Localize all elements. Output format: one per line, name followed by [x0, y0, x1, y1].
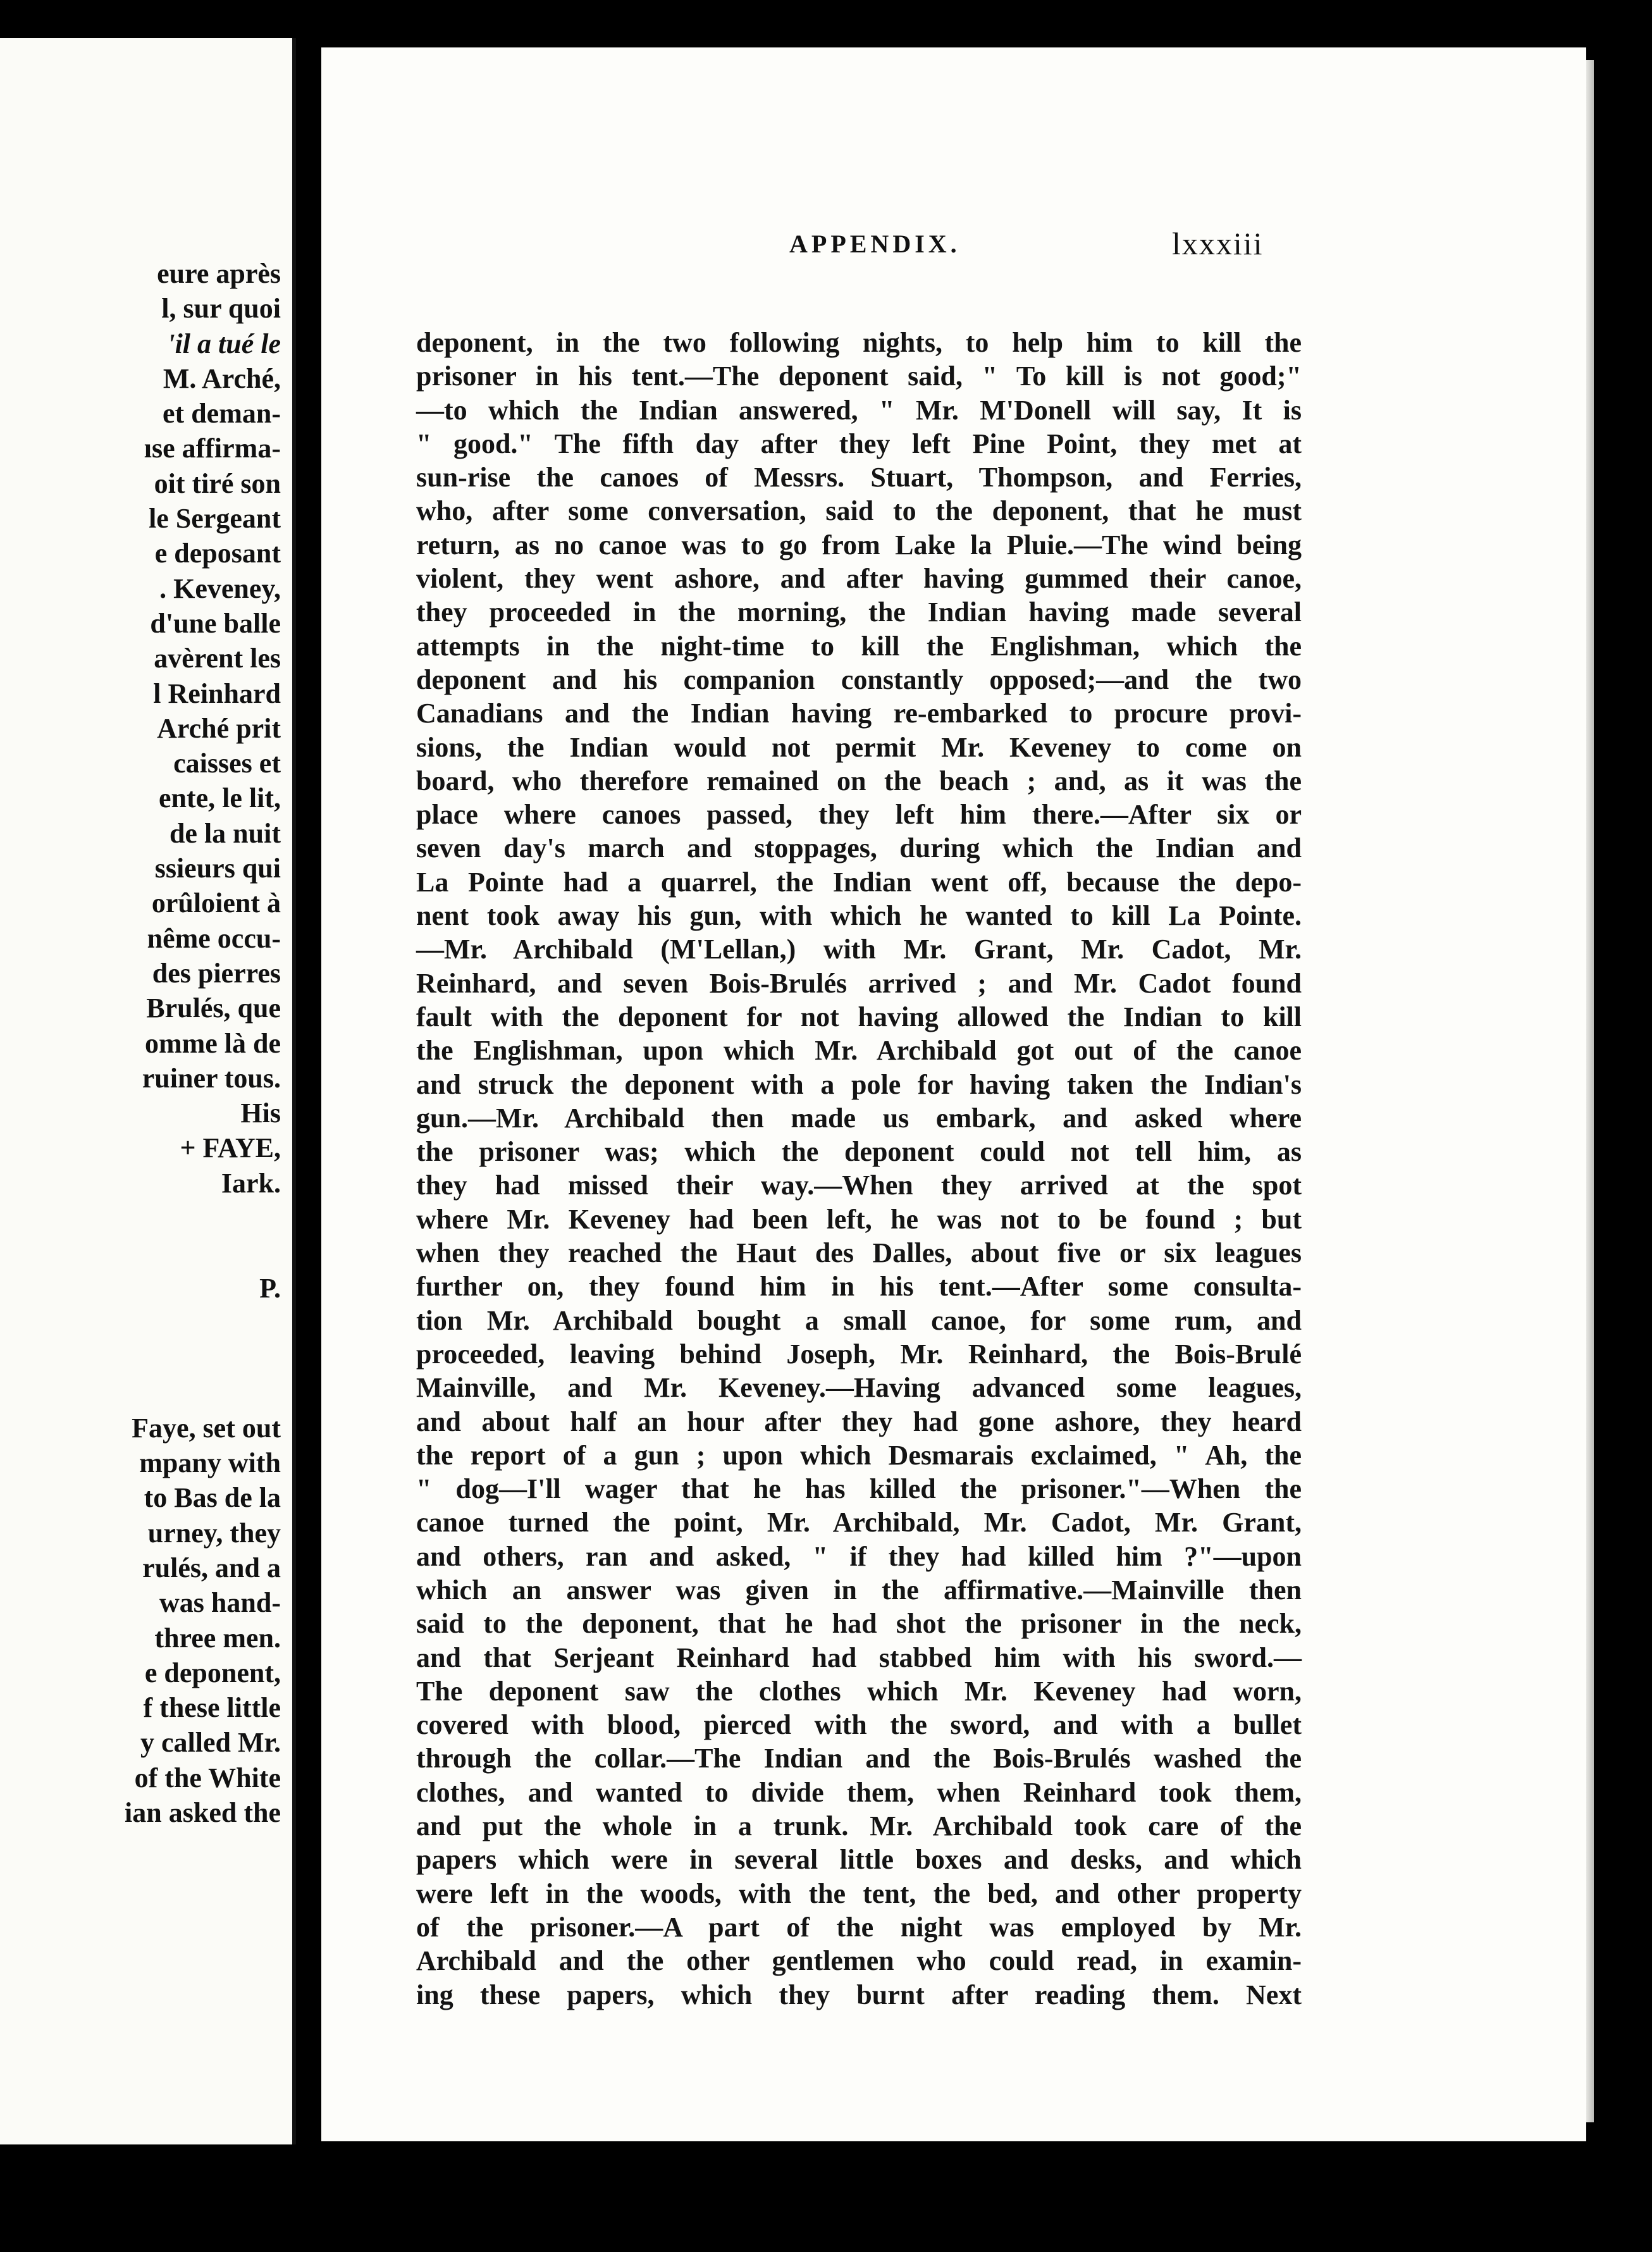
- left-text-line: Brulés, que: [146, 993, 281, 1024]
- body-text-line: further on, they found him in his tent.—After some consulta-: [416, 1271, 1302, 1302]
- body-text-line: seven day's march and stoppages, during which the Indian and: [416, 832, 1302, 864]
- body-text-line: and put the whole in a trunk. Mr. Archibald took care of the: [416, 1810, 1302, 1842]
- body-text-line: place where canoes passed, they left him there.—After six or: [416, 799, 1302, 831]
- left-text-line: avèrent les: [154, 643, 281, 674]
- body-text-line: proceeded, leaving behind Joseph, Mr. Reinhard, the Bois-Brulé: [416, 1338, 1302, 1370]
- body-text-line: " dog—I'll wager that he has killed the prisoner."—When the: [416, 1473, 1302, 1505]
- left-text-line: l, sur quoi: [161, 293, 281, 325]
- body-text-line: —to which the Indian answered, " Mr. M'Donell will say, It is: [416, 394, 1302, 426]
- body-text-line: tion Mr. Archibald bought a small canoe, for some rum, and: [416, 1304, 1302, 1336]
- left-text-line: oit tiré son: [154, 467, 281, 499]
- body-text-line: who, after some conversation, said to the deponent, that he must: [416, 495, 1302, 527]
- body-text-line: violent, they went ashore, and after having gummed their canoe,: [416, 563, 1302, 595]
- body-text-line: Mainville, and Mr. Keveney.—Having advanced some leagues,: [416, 1372, 1302, 1404]
- left-text-line: caisses et: [173, 748, 281, 779]
- left-text-line: [0, 1235, 281, 1270]
- left-text-line: + FAYE,: [180, 1132, 281, 1164]
- body-text-line: the prisoner was; which the deponent could not tell him, as: [416, 1136, 1302, 1168]
- running-head: APPENDIX.: [789, 230, 961, 258]
- left-text-line: [0, 1340, 281, 1375]
- left-text-line: mpany with: [139, 1447, 281, 1479]
- left-text-line: His: [240, 1098, 281, 1129]
- left-text-line: omme là de: [144, 1027, 281, 1059]
- body-text-line: said to the deponent, that he had shot the prisoner in the neck,: [416, 1608, 1302, 1640]
- left-text-line: three men.: [154, 1622, 281, 1654]
- body-text-line: —Mr. Archibald (M'Lellan,) with Mr. Grant, Mr. Cadot, Mr.: [416, 934, 1302, 965]
- body-text-line: ing these papers, which they burnt after reading them. Next: [416, 1979, 1302, 2010]
- body-text-line: they had missed their way.—When they arrived at the spot: [416, 1170, 1302, 1201]
- body-text-line: canoe turned the point, Mr. Archibald, Mr. Cadot, Mr. Grant,: [416, 1507, 1302, 1538]
- body-text-line: fault with the deponent for not having allowed the Indian to kill: [416, 1001, 1302, 1032]
- body-text-line: " good." The fifth day after they left Pine Point, they met at: [416, 428, 1302, 459]
- body-text-line: board, who therefore remained on the beach ; and, as it was the: [416, 765, 1302, 796]
- left-text-line: nême occu-: [147, 922, 281, 954]
- left-text-line: y called Mr.: [140, 1727, 281, 1759]
- body-text-line: through the collar.—The Indian and the Bois-Brulés washed the: [416, 1743, 1302, 1774]
- body-text-line: deponent, in the two following nights, to help him to kill the: [416, 327, 1302, 358]
- left-text-line: urney, they: [147, 1517, 281, 1549]
- body-text-line: were left in the woods, with the tent, the bed, and other property: [416, 1878, 1302, 1909]
- body-text-line: sun-rise the canoes of Messrs. Stuart, Thompson, and Ferries,: [416, 462, 1302, 493]
- left-text-line: 'il a tué le: [167, 328, 281, 359]
- left-text-line: Faye, set out: [132, 1412, 281, 1444]
- body-text-line: The deponent saw the clothes which Mr. Keveney had worn,: [416, 1675, 1302, 1707]
- left-text-line: rulés, and a: [142, 1552, 281, 1583]
- left-text-line: f these little: [143, 1692, 281, 1724]
- page-header: [321, 226, 1586, 273]
- left-text-line: . Keveney,: [159, 572, 281, 604]
- left-text-line: M. Arché,: [163, 362, 281, 394]
- left-text-line: P.: [259, 1272, 281, 1304]
- left-text-line: Iark.: [221, 1167, 281, 1199]
- body-text-line: attempts in the night-time to kill the Englishman, which the: [416, 630, 1302, 662]
- body-text-line: prisoner in his tent.—The deponent said, " To kill is not good;": [416, 361, 1302, 392]
- left-text-line: eure après: [157, 258, 281, 289]
- left-text-line: le Sergeant: [149, 503, 281, 535]
- body-text-line: the Englishman, upon which Mr. Archibald got out of the canoe: [416, 1035, 1302, 1067]
- left-text-line: d'une balle: [150, 607, 281, 639]
- body-text-line: La Pointe had a quarrel, the Indian went off, because the depo-: [416, 866, 1302, 898]
- body-text-line: gun.—Mr. Archibald then made us embark, and asked where: [416, 1102, 1302, 1134]
- left-text-line: was hand-: [159, 1587, 281, 1619]
- body-text-line: they proceeded in the morning, the Indian having made several: [416, 597, 1302, 628]
- body-text-line: Reinhard, and seven Bois-Brulés arrived ; and Mr. Cadot found: [416, 967, 1302, 999]
- left-text-line: [0, 1376, 281, 1411]
- left-text-line: of the White: [134, 1762, 281, 1793]
- left-text-line: l Reinhard: [153, 677, 281, 709]
- left-text-line: de la nuit: [169, 817, 281, 849]
- left-text-line: [0, 1201, 281, 1235]
- body-text: [416, 326, 1302, 2012]
- left-text-line: e deposant: [154, 538, 281, 569]
- body-text-line: and struck the deponent with a pole for having taken the Indian's: [416, 1068, 1302, 1100]
- left-text-line: des pierres: [152, 957, 281, 989]
- body-text-line: the report of a gun ; upon which Desmarais exclaimed, " Ah, the: [416, 1439, 1302, 1471]
- body-text-line: covered with blood, pierced with the sword, and with a bullet: [416, 1709, 1302, 1741]
- body-text-line: which an answer was given in the affirmative.—Mainville then: [416, 1574, 1302, 1605]
- left-text-line: ian asked the: [125, 1797, 281, 1829]
- body-text-line: return, as no canoe was to go from Lake la Pluie.—The wind being: [416, 529, 1302, 560]
- right-page: [321, 47, 1586, 2141]
- body-text-line: Canadians and the Indian having re-embarked to procure provi-: [416, 698, 1302, 729]
- left-text-line: ssieurs qui: [154, 853, 281, 884]
- left-text-line: [0, 1306, 281, 1340]
- body-text-line: when they reached the Haut des Dalles, about five or six leagues: [416, 1237, 1302, 1269]
- left-text-line: ente, le lit,: [158, 783, 281, 814]
- left-text-line: to Bas de la: [144, 1482, 281, 1514]
- body-text-line: and that Serjeant Reinhard had stabbed him with his sword.—: [416, 1642, 1302, 1673]
- left-text-line: orûloient à: [151, 888, 281, 919]
- left-text-line: ruiner tous.: [142, 1062, 281, 1094]
- left-page-text: [0, 256, 281, 1830]
- body-text-line: papers which were in several little boxes and desks, and which: [416, 1844, 1302, 1876]
- left-text-line: e deponent,: [144, 1657, 281, 1688]
- left-text-line: et deman-: [163, 398, 281, 430]
- body-text-line: and others, ran and asked, " if they had killed him ?"—upon: [416, 1540, 1302, 1572]
- left-facing-page: [0, 38, 296, 2144]
- body-text-line: and about half an hour after they had gone ashore, they heard: [416, 1406, 1302, 1437]
- body-text-line: where Mr. Keveney had been left, he was not to be found ; but: [416, 1203, 1302, 1235]
- page-number: lxxxiii: [1172, 226, 1264, 261]
- body-text-line: of the prisoner.—A part of the night was employed by Mr.: [416, 1911, 1302, 1943]
- body-text-line: nent took away his gun, with which he wanted to kill La Pointe.: [416, 900, 1302, 932]
- body-text-line: Archibald and the other gentlemen who could read, in examin-: [416, 1945, 1302, 1977]
- left-text-line: Arché prit: [157, 712, 281, 744]
- left-text-line: ıse affirma-: [144, 433, 281, 464]
- body-text-line: sions, the Indian would not permit Mr. Keveney to come on: [416, 731, 1302, 763]
- body-text-line: deponent and his companion constantly opposed;—and the two: [416, 664, 1302, 695]
- body-text-line: clothes, and wanted to divide them, when Reinhard took them,: [416, 1776, 1302, 1808]
